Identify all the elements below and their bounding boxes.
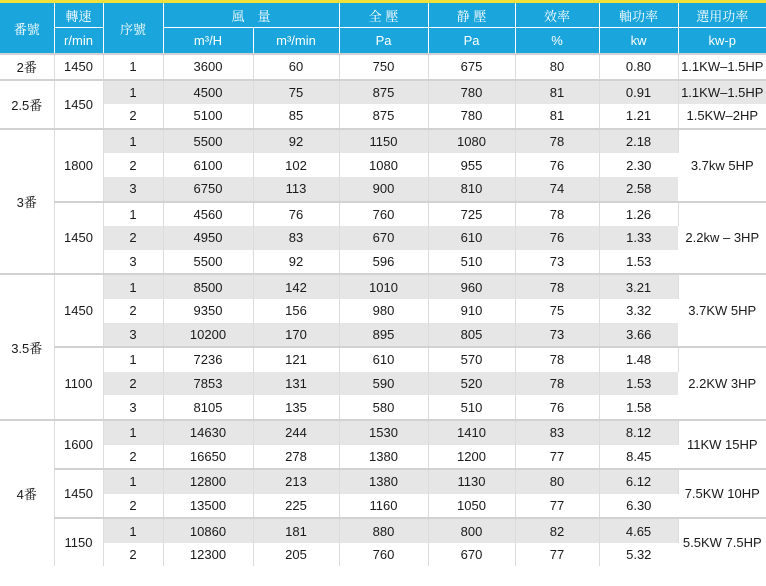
seq-cell: 2 — [103, 226, 163, 250]
efficiency-cell: 74 — [515, 177, 599, 202]
total-pressure-cell: 750 — [339, 54, 428, 80]
motor-power-cell: 2.2kw – 3HP — [678, 202, 766, 275]
seq-cell: 1 — [103, 469, 163, 494]
speed-cell: 1450 — [54, 80, 103, 129]
shaft-power-cell: 1.53 — [626, 254, 652, 270]
airflow-m3min-cell: 213 — [253, 469, 339, 494]
shaft-power-cell: 0.80 — [599, 54, 678, 80]
airflow-m3min-cell: 131 — [253, 372, 339, 396]
airflow-m3min-cell: 225 — [253, 494, 339, 519]
static-pressure-cell: 805 — [428, 323, 515, 348]
total-pressure-cell: 1160 — [339, 494, 428, 519]
efficiency-cell: 77 — [515, 543, 599, 567]
motor-power-cell: 5.5KW 7.5HP — [678, 518, 766, 566]
airflow-m3min-cell: 85 — [253, 104, 339, 129]
static-pressure-cell: 670 — [428, 543, 515, 567]
header-fan-no: 番號 — [0, 2, 54, 55]
table-row — [0, 129, 766, 154]
airflow-m3h-cell: 6100 — [163, 153, 253, 177]
table-row — [0, 323, 766, 348]
efficiency-cell: 78 — [515, 202, 599, 227]
static-pressure-cell: 510 — [428, 395, 515, 420]
speed-cell: 1450 — [54, 54, 103, 80]
table-row — [0, 250, 766, 275]
airflow-m3h-cell: 9350 — [163, 299, 253, 323]
fan-no-cell: 4番 — [0, 420, 54, 567]
header-speed: 轉速 — [54, 2, 103, 28]
airflow-m3min-cell: 142 — [253, 274, 339, 299]
efficiency-cell: 78 — [515, 274, 599, 299]
fan-no-cell: 3.5番 — [0, 274, 54, 420]
efficiency-cell: 78 — [515, 347, 599, 372]
efficiency-cell: 81 — [515, 80, 599, 105]
static-pressure-cell: 510 — [428, 250, 515, 275]
fan-no-cell: 3番 — [0, 129, 54, 275]
efficiency-cell: 77 — [515, 445, 599, 470]
seq-cell: 3 — [103, 395, 163, 420]
table-row — [0, 104, 766, 129]
table-row — [0, 80, 766, 105]
airflow-m3min-cell: 121 — [253, 347, 339, 372]
static-pressure-cell: 675 — [428, 54, 515, 80]
static-pressure-cell: 1200 — [428, 445, 515, 470]
airflow-m3h-cell: 7236 — [163, 347, 253, 372]
shaft-power-cell: 3.66 — [599, 323, 678, 348]
motor-power-cell: 1.1KW–1.5HP — [678, 80, 766, 105]
speed-cell: 1100 — [54, 347, 103, 420]
efficiency-cell: 81 — [515, 104, 599, 129]
airflow-m3min-cell: 76 — [253, 202, 339, 227]
airflow-m3h-cell: 8500 — [163, 274, 253, 299]
table-row — [0, 395, 766, 420]
motor-power-cell: 1.1KW–1.5HP — [678, 54, 766, 80]
shaft-power-cell: 6.12 — [599, 469, 678, 494]
shaft-power-cell: 5.32 — [626, 547, 652, 563]
shaft-power-cell: 1.48 — [599, 347, 678, 372]
header-shaft-power-unit: kw — [599, 28, 678, 55]
seq-cell: 2 — [103, 299, 163, 323]
airflow-m3min-cell: 244 — [253, 420, 339, 445]
table-row — [0, 543, 766, 567]
header-airflow: 風 量 — [163, 2, 339, 28]
airflow-m3h-cell: 6750 — [163, 177, 253, 202]
table-row — [0, 177, 766, 202]
seq-cell: 1 — [103, 80, 163, 105]
total-pressure-cell: 1380 — [339, 445, 428, 470]
total-pressure-cell: 596 — [339, 250, 428, 275]
header-speed-unit: r/min — [54, 28, 103, 55]
airflow-m3h-cell: 10200 — [163, 323, 253, 348]
static-pressure-cell: 810 — [428, 177, 515, 202]
airflow-m3h-cell: 13500 — [163, 494, 253, 519]
efficiency-cell: 78 — [515, 129, 599, 154]
table-body — [0, 54, 766, 566]
header-static-pressure-unit: Pa — [428, 28, 515, 55]
airflow-m3min-cell: 113 — [253, 177, 339, 202]
speed-cell: 1800 — [54, 129, 103, 202]
airflow-m3h-cell: 4500 — [163, 80, 253, 105]
static-pressure-cell: 910 — [428, 299, 515, 323]
airflow-m3h-cell: 12300 — [163, 543, 253, 567]
efficiency-cell: 78 — [515, 372, 599, 396]
total-pressure-cell: 980 — [339, 299, 428, 323]
airflow-m3h-cell: 12800 — [163, 469, 253, 494]
shaft-power-cell: 2.30 — [626, 157, 652, 173]
speed-cell: 1450 — [54, 469, 103, 518]
motor-power-cell: 3.7kw 5HP — [678, 129, 766, 202]
efficiency-cell: 76 — [515, 395, 599, 420]
total-pressure-cell: 900 — [339, 177, 428, 202]
airflow-m3h-cell: 7853 — [163, 372, 253, 396]
motor-power-cell: 2.2KW 3HP — [678, 347, 766, 420]
speed-cell: 1600 — [54, 420, 103, 469]
table-row — [0, 469, 766, 494]
shaft-power-cell: 3.21 — [599, 274, 678, 299]
airflow-m3min-cell: 92 — [253, 250, 339, 275]
fan-no-cell: 2番 — [0, 54, 54, 80]
airflow-m3min-cell: 278 — [253, 445, 339, 470]
total-pressure-cell: 895 — [339, 323, 428, 348]
total-pressure-cell: 1530 — [339, 420, 428, 445]
airflow-m3h-cell: 5100 — [163, 104, 253, 129]
shaft-power-cell: 1.58 — [626, 399, 652, 415]
airflow-m3h-cell: 16650 — [163, 445, 253, 470]
header-total-pressure-unit: Pa — [339, 28, 428, 55]
header-efficiency-unit: % — [515, 28, 599, 55]
seq-cell: 2 — [103, 543, 163, 567]
efficiency-cell: 73 — [515, 250, 599, 275]
static-pressure-cell: 960 — [428, 274, 515, 299]
motor-power-cell: 1.5KW–2HP — [678, 104, 766, 129]
static-pressure-cell: 800 — [428, 518, 515, 543]
seq-cell: 2 — [103, 153, 163, 177]
seq-cell: 1 — [103, 518, 163, 543]
speed-cell: 1450 — [54, 202, 103, 275]
table-row — [0, 274, 766, 299]
seq-cell: 1 — [103, 129, 163, 154]
shaft-power-cell: 1.21 — [599, 104, 678, 129]
static-pressure-cell: 780 — [428, 104, 515, 129]
shaft-power-cell: 6.30 — [626, 497, 652, 513]
static-pressure-cell: 1130 — [428, 469, 515, 494]
airflow-m3h-cell: 5500 — [163, 250, 253, 275]
total-pressure-cell: 1380 — [339, 469, 428, 494]
static-pressure-cell: 520 — [428, 372, 515, 396]
seq-cell: 3 — [103, 250, 163, 275]
seq-cell: 1 — [103, 274, 163, 299]
header-seq: 序號 — [103, 2, 163, 55]
total-pressure-cell: 880 — [339, 518, 428, 543]
seq-cell: 1 — [103, 202, 163, 227]
airflow-m3h-cell: 8105 — [163, 395, 253, 420]
seq-cell: 1 — [103, 54, 163, 80]
motor-power-cell: 7.5KW 10HP — [678, 469, 766, 518]
efficiency-cell: 82 — [515, 518, 599, 543]
header-motor-power: 選用功率 — [678, 2, 766, 28]
airflow-m3min-cell: 102 — [253, 153, 339, 177]
efficiency-cell: 76 — [515, 153, 599, 177]
static-pressure-cell: 780 — [428, 80, 515, 105]
airflow-m3h-cell: 4950 — [163, 226, 253, 250]
table-row — [0, 347, 766, 372]
shaft-power-cell: 8.45 — [626, 448, 652, 464]
table-row — [0, 445, 766, 470]
airflow-m3min-cell: 205 — [253, 543, 339, 567]
seq-cell: 2 — [103, 372, 163, 396]
airflow-m3h-cell: 5500 — [163, 129, 253, 154]
airflow-m3h-cell: 14630 — [163, 420, 253, 445]
header-total-pressure: 全 壓 — [339, 2, 428, 28]
static-pressure-cell: 1050 — [428, 494, 515, 519]
airflow-m3h-cell: 4560 — [163, 202, 253, 227]
seq-cell: 3 — [103, 177, 163, 202]
seq-cell: 3 — [103, 323, 163, 348]
efficiency-cell: 80 — [515, 54, 599, 80]
static-pressure-cell: 570 — [428, 347, 515, 372]
shaft-power-cell: 2.58 — [599, 177, 678, 202]
seq-cell: 1 — [103, 420, 163, 445]
fan-no-cell: 2.5番 — [0, 80, 54, 129]
total-pressure-cell: 580 — [339, 395, 428, 420]
total-pressure-cell: 590 — [339, 372, 428, 396]
airflow-m3min-cell: 181 — [253, 518, 339, 543]
efficiency-cell: 83 — [515, 420, 599, 445]
efficiency-cell: 73 — [515, 323, 599, 348]
header-efficiency: 效率 — [515, 2, 599, 28]
total-pressure-cell: 875 — [339, 80, 428, 105]
motor-power-cell: 3.7KW 5HP — [678, 274, 766, 347]
table-row — [0, 54, 766, 80]
table-row — [0, 202, 766, 227]
seq-cell: 2 — [103, 494, 163, 519]
motor-power-cell: 11KW 15HP — [678, 420, 766, 469]
airflow-m3min-cell: 92 — [253, 129, 339, 154]
shaft-power-cell: 1.53 — [599, 372, 678, 396]
header-motor-power-unit: kw-p — [678, 28, 766, 55]
static-pressure-cell: 1410 — [428, 420, 515, 445]
airflow-m3min-cell: 135 — [253, 395, 339, 420]
static-pressure-cell: 1080 — [428, 129, 515, 154]
header-static-pressure: 静 壓 — [428, 2, 515, 28]
table-row — [0, 372, 766, 396]
header-airflow-unit-m3h: m³/H — [163, 28, 253, 55]
table-header — [0, 2, 766, 55]
shaft-power-cell: 8.12 — [599, 420, 678, 445]
static-pressure-cell: 610 — [428, 226, 515, 250]
shaft-power-cell: 1.33 — [599, 226, 678, 250]
airflow-m3h-cell: 3600 — [163, 54, 253, 80]
seq-cell: 2 — [103, 445, 163, 470]
total-pressure-cell: 760 — [339, 543, 428, 567]
table-row — [0, 299, 766, 323]
table-row — [0, 494, 766, 519]
table-row — [0, 518, 766, 543]
header-shaft-power: 軸功率 — [599, 2, 678, 28]
speed-cell: 1150 — [54, 518, 103, 566]
airflow-m3min-cell: 75 — [253, 80, 339, 105]
static-pressure-cell: 955 — [428, 153, 515, 177]
efficiency-cell: 75 — [515, 299, 599, 323]
total-pressure-cell: 1080 — [339, 153, 428, 177]
table-row — [0, 226, 766, 250]
airflow-m3min-cell: 170 — [253, 323, 339, 348]
seq-cell: 1 — [103, 347, 163, 372]
shaft-power-cell: 1.26 — [599, 202, 678, 227]
speed-cell: 1450 — [54, 274, 103, 347]
table-row — [0, 153, 766, 177]
efficiency-cell: 80 — [515, 469, 599, 494]
efficiency-cell: 76 — [515, 226, 599, 250]
shaft-power-cell: 3.32 — [626, 303, 652, 319]
airflow-m3min-cell: 156 — [253, 299, 339, 323]
efficiency-cell: 77 — [515, 494, 599, 519]
total-pressure-cell: 1150 — [339, 129, 428, 154]
header-airflow-unit-m3min: m³/min — [253, 28, 339, 55]
airflow-m3h-cell: 10860 — [163, 518, 253, 543]
total-pressure-cell: 670 — [339, 226, 428, 250]
total-pressure-cell: 1010 — [339, 274, 428, 299]
total-pressure-cell: 875 — [339, 104, 428, 129]
airflow-m3min-cell: 83 — [253, 226, 339, 250]
total-pressure-cell: 610 — [339, 347, 428, 372]
seq-cell: 2 — [103, 104, 163, 129]
shaft-power-cell: 2.18 — [599, 129, 678, 154]
table-row — [0, 420, 766, 445]
shaft-power-cell: 0.91 — [599, 80, 678, 105]
shaft-power-cell: 4.65 — [599, 518, 678, 543]
total-pressure-cell: 760 — [339, 202, 428, 227]
static-pressure-cell: 725 — [428, 202, 515, 227]
airflow-m3min-cell: 60 — [253, 54, 339, 80]
